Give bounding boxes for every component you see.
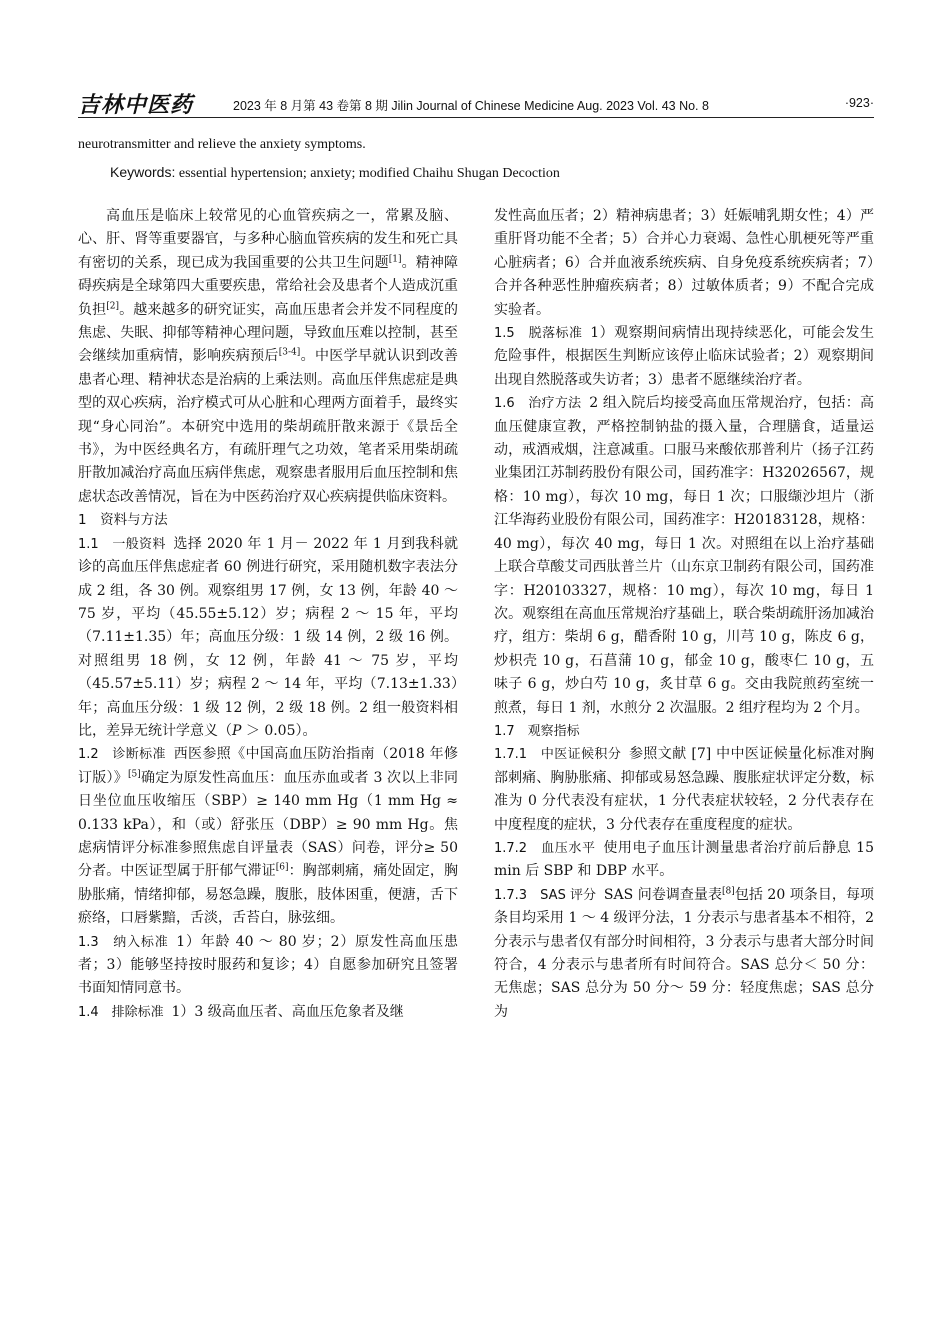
page-number: ·923· [844,96,874,110]
keywords-text: essential hypertension; anxiety; modified Chaihu Shugan Decoction [175,166,560,181]
journal-logo: 吉林中医药 [78,92,194,118]
section-1-4-cont: 发性高血压者；2）精神病患者；3）妊娠哺乳期女性；4）严重肝肾功能不全者；5）合并心力衰竭、急性心肌梗死等严重心脏病者；6）合并血液系统疾病、自身免疫系统疾病者；7）合并各种恶性肿瘤疾病者；8）过敏体质者；9）不配合完成实验者。 [494,208,874,318]
intro-paragraph: 高血压是临床上较常见的心血管疾病之一，常累及脑、心、肝、肾等重要器官，与多种心脑血管疾病的发生和死亡具有密切的关系，现已成为我国重要的公共卫生问题[1]。精神障碍疾病是全球第四大重要疾患，常给社会及患者个人造成沉重负担[2]。越来越多的研究证实，高血压患者会并发不同程度的焦虑、失眠、抑郁等精神心理问题，导致血压难以控制，甚至会继续加重病情，影响疾病预后[3-4]。中医学早就认识到改善患者心理、精神状态是治病的上乘法则。高血压伴焦虑症是典型的双心疾病，治疗模式可从心脏和心理两方面着手，最终实现“身心同治”。本研究中选用的柴胡疏肝散来源于《景岳全书》，为中医经典名方，有疏肝理气之功效，笔者采用柴胡疏肝散加减治疗高血压病伴焦虑，观察患者服用后血压控制和焦虑状态改善情况，旨在为中医药治疗双心疾病提供临床资料。 [78,208,459,505]
section-1-2: 1.2 诊断标准 西医参照《中国高血压防治指南（2018 年修订版）》[5]确定为原发性高血压：血压赤血或者 3 次以上非同日坐位血压收缩压（SBP）≥ 140 mm Hg（1 mm Hg ≈ 0.133 kPa），和（或）舒张压（DBP）≥ 90 mm Hg。焦虑病情评分标准参照焦虑自评量表（SAS）问卷，评分≥ 50 分者。中医证型属于肝郁气滞证[6]：胸部刺痛，痛处固定，胸胁胀痛，情绪抑郁，易怒急躁，腹胀，肢体困重，便溏，舌下瘀络，口唇紫黯，舌淡，舌苔白，脉弦细。 [78,746,459,927]
section-1-3: 1.3 纳入标准 1）年龄 40 ～ 80 岁；2）原发性高血压患者；3）能够坚持按时服药和复诊；4）自愿参加研究且签署书面知情同意书。 [78,933,458,997]
keywords-line [110,164,906,182]
section-heading: 1 资料与方法 [78,512,168,529]
section-1-7-heading: 1.7 观察指标 [494,723,580,739]
header-rule [78,117,874,118]
section-1-6: 1.6 治疗方法 2 组入院后均接受高血压常规治疗，包括：高血压健康宣教，严格控制钠盐的摄入量，合理膳食，适量运动，戒酒戒烟，注意减重。口服马来酸依那普利片（扬子江药业集团江苏制药股份有限公司，国药准字：H32026567，规格：10 mg），每次 10 mg，每日 1 次；口服缬沙坦片（浙江华海药业股份有限公司，国药准字：H20183128，规格：40 mg），每次 40 mg，每日 1 次。对照组在以上治疗基础上联合草酸艾司西肽普兰片（山东京卫制药有限公司，国药准字：H20103327，规格：10 mg），每次 10 mg，每日 1 次。观察组在高血压常规治疗基础上，联合柴胡疏肝汤加减治疗，组方：柴胡 6 g，醋香附 10 g，川芎 10 g，陈皮 6 g，炒枳壳 10 g，石菖蒲 10 g，郁金 10 g，酸枣仁 10 g，五味子 6 g，炒白芍 10 g，炙甘草 6 g。交由我院煎药室统一煎煮，每日 1 剂，水煎分 2 次温服。2 组疗程均为 2 个月。 [494,395,874,716]
section-1-4: 1.4 排除标准 1）3 级高血压者、高血压危象者及继 [78,1003,404,1020]
abstract-tail: neurotransmitter and relieve the anxiety symptoms. [78,137,366,152]
right-column [494,205,874,1024]
section-1-7-3: 1.7.3 SAS 评分 SAS 问卷调查量表[8]包括 20 项条目，每项条目均采用 1 ～ 4 级评分法，1 分表示与患者基本不相符，2 分表示与患者仅有部分时间相符，3 分表示与患者大部分时间符合，4 分表示与患者所有时间符合。SAS 总分＜ 50 分：无焦虑；SAS 总分为 50 分～ 59 分：轻度焦虑；SAS 总分为 [494,886,874,1020]
section-1-1: 1.1 一般资料 选择 2020 年 1 月－ 2022 年 1 月到我科就诊的高血压伴焦虑症者 60 例进行研究，采用随机数字表法分成 2 组，各 30 例。观察组男 17 例，女 13 例，年龄 40 ～ 75 岁，平均（45.55±5.12）岁；病程 2 ～ 15 年，平均（7.11±1.35）年；高血压分级：1 级 14 例，2 级 16 例。对照组男 18 例，女 12 例，年龄 41 ～ 75 岁，平均（45.57±5.11）岁；病程 2 ～ 14 年，平均（7.13±1.33）年；高血压分级：1 级 12 例，2 级 18 例。2 组一般资料相比，差异无统计学意义（P ＞ 0.05）。 [78,535,458,739]
journal-header [78,86,874,122]
section-1-7-1: 1.7.1 中医证候积分 参照文献 [7] 中中医证候量化标准对胸部刺痛、胸胁胀痛、抑郁或易怒急躁、腹胀症状评定分数，标准为 0 分代表没有症状，1 分代表症状较轻，2 分代表存在中度程度的症状，3 分代表存在重度程度的症状。 [494,746,875,833]
issue-info: 2023 年 8 月第 43 卷第 8 期 Jilin Journal of Chinese Medicine Aug. 2023 Vol. 43 No. 8 [233,99,709,113]
section-1-7-2: 1.7.2 血压水平 使用电子血压计测量患者治疗前后静息 15 min 后 SBP 和 DBP 水平。 [494,839,875,880]
keywords-label: Keywords: [110,164,176,180]
section-1-5: 1.5 脱落标准 1）观察期间病情出现持续恶化，可能会发生危险事件，根据医生判断应该停止临床试验者；2）观察期间出现自然脱落或失访者；3）患者不愿继续治疗者。 [494,325,874,388]
left-column [78,205,458,1024]
